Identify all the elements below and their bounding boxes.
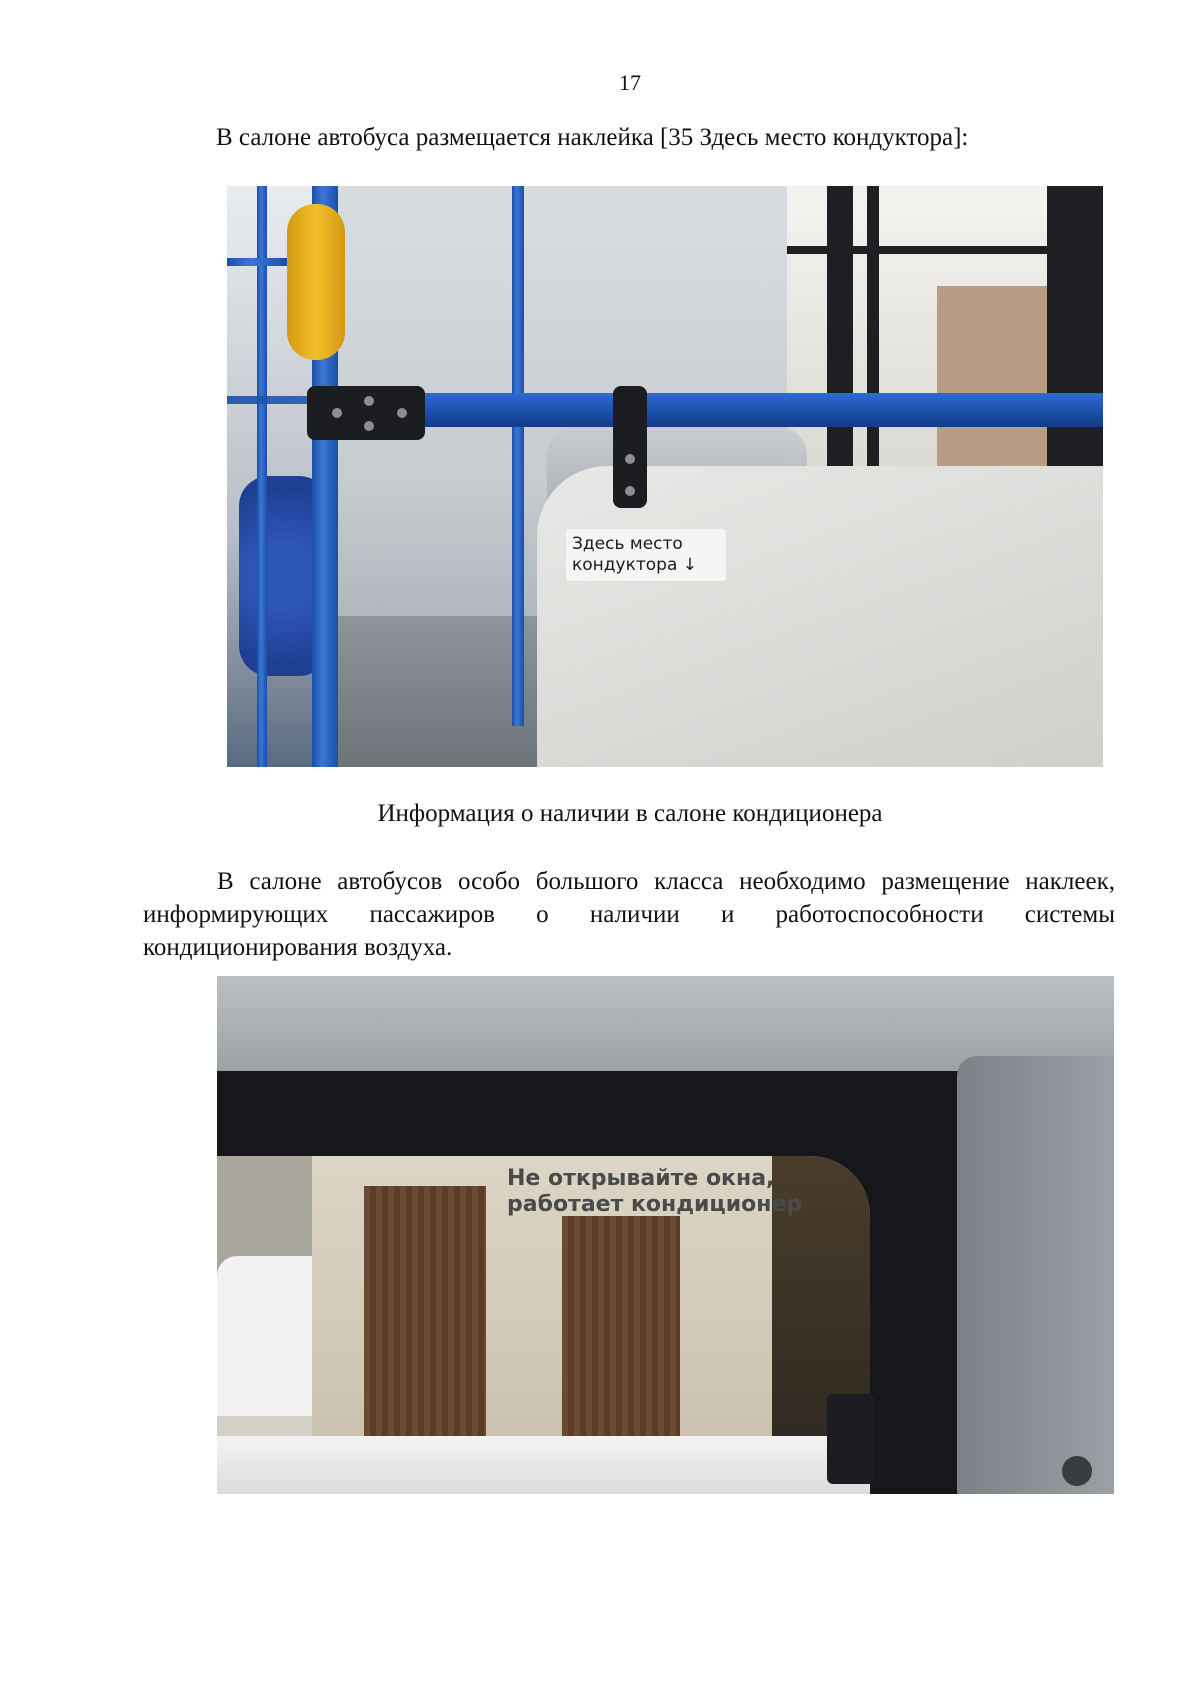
bolt	[332, 408, 342, 418]
outside-door	[364, 1186, 486, 1436]
photo-air-conditioner-sticker	[217, 976, 1114, 1494]
handrail-bar	[227, 258, 287, 266]
page-number: 17	[619, 70, 641, 95]
bolt	[364, 396, 374, 406]
horizontal-handrail	[327, 393, 1103, 427]
outside-van	[217, 1256, 312, 1416]
bolt	[625, 454, 635, 464]
snow	[217, 1436, 870, 1494]
window-frame	[1047, 186, 1103, 506]
handrail-pole	[257, 186, 267, 767]
stop-button	[287, 204, 345, 360]
bus-side-panel	[957, 1056, 1114, 1494]
window-frame	[787, 246, 1103, 254]
conductor-place-sticker	[566, 529, 726, 581]
window-latch	[827, 1394, 875, 1484]
caption-conductor-sticker: В салоне автобуса размещается наклейка [35 Здесь место кондуктора]:	[216, 124, 969, 151]
photo-conductor-place	[227, 186, 1103, 767]
sticker-text-line-2: кондуктора ↓	[572, 555, 698, 575]
sticker-text-line-2: работает кондиционер	[507, 1192, 803, 1217]
bolt	[625, 486, 635, 496]
window-frame	[867, 186, 879, 506]
partition-panel	[537, 466, 1103, 767]
handrail-pole	[512, 186, 524, 726]
panel-knob	[1062, 1456, 1092, 1486]
bolt	[397, 408, 407, 418]
handrail-clamp	[307, 386, 425, 440]
body-paragraph: В салоне автобусов особо большого класса необходимо размещение наклеек, информирующих пассажиров о наличии и работоспособности системы кондиционирования воздуха.	[143, 868, 1115, 961]
bolt	[364, 421, 374, 431]
caption-air-conditioner: Информация о наличии в салоне кондиционера	[377, 800, 883, 827]
outside-building	[937, 286, 1047, 496]
outside-door	[562, 1216, 680, 1436]
sticker-text-line-1: Здесь место	[572, 534, 683, 554]
air-conditioner-sticker	[507, 1166, 802, 1218]
window-frame	[827, 186, 853, 506]
sticker-text-line-1: Не открывайте окна,	[507, 1166, 775, 1191]
